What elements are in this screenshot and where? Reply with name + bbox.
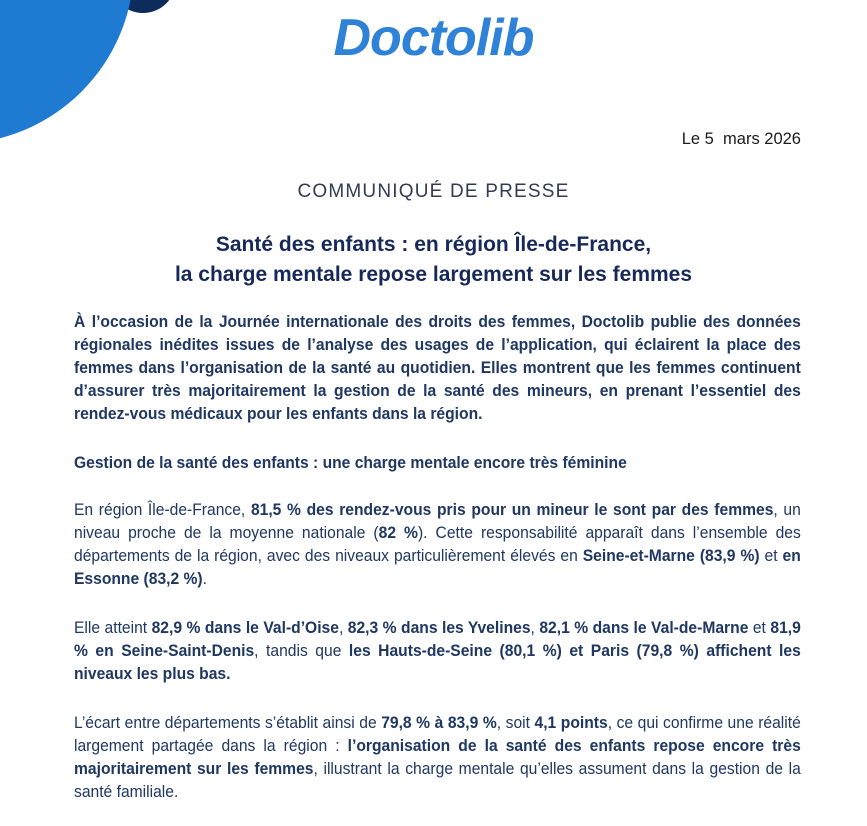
date-line: Le 5 mars 2026	[681, 130, 801, 148]
bold-text-run: 82,1 % dans le Val-de-Marne	[539, 618, 749, 637]
bold-text-run: en Essonne (83,2 %)	[74, 546, 801, 588]
paragraph-region-stats	[74, 498, 801, 590]
paragraph-department-stats	[74, 616, 801, 685]
title-line-2: la charge mentale repose largement sur les femmes	[174, 263, 693, 286]
bold-text-run: les Hauts-de-Seine (80,1 %) et Paris (79,8 %) affichent les niveaux les plus bas.	[74, 641, 801, 683]
paragraph-gap-analysis	[74, 711, 801, 803]
page-title	[0, 230, 867, 290]
bold-text-run: Seine-et-Marne (83,9 %)	[582, 546, 760, 565]
bold-text-run: À l’occasion de la Journée internationale des droits des femmes, Doctolib publie des données régionales inédites issues de l’analyse des usages de l’application, qui éclairent la place des femmes dans l’organisation de la santé au quotidien. Elles montrent que les femmes continuent d’assurer très majoritairement la gestion de la santé des mineurs, en prenant l’essentiel des rendez-vous médicaux pour les enfants dans la région.	[74, 312, 801, 423]
bold-text-run: 81,9 % en Seine-Saint-Denis	[74, 618, 801, 660]
bold-text-run: 79,8 % à 83,9 %	[381, 713, 497, 732]
section-heading: Gestion de la santé des enfants : une charge mentale encore très féminine	[74, 453, 627, 472]
text-run: .	[202, 569, 207, 588]
text-run: ). Cette responsabilité apparaît dans l’ensemble des départements de la région, avec des niveaux particulièrement élevés en	[74, 523, 801, 565]
text-run: , ce qui confirme une réalité largement partagée dans la région :	[74, 713, 801, 755]
doctolib-logo: Doctolib	[333, 9, 534, 67]
text-run: L’écart entre départements s’établit ainsi de	[74, 713, 382, 732]
text-run: , tandis que	[254, 641, 349, 660]
bold-text-run: 81,5 % des rendez-vous pris pour un mineur le sont par des femmes	[250, 500, 774, 519]
text-run: , illustrant la charge mentale qu’elles assument dans la gestion de la santé familiale.	[74, 759, 801, 801]
text-run: , soit	[496, 713, 535, 732]
document-body	[74, 310, 801, 826]
text-run: et	[748, 618, 771, 637]
kicker-communique: COMMUNIQUÉ DE PRESSE	[297, 181, 570, 202]
intro-paragraph	[74, 310, 801, 425]
text-run: et	[759, 546, 783, 565]
bold-text-run: l’organisation de la santé des enfants repose encore très majoritairement sur les femmes	[74, 736, 801, 778]
text-run: ,	[530, 618, 540, 637]
bold-text-run: 82,9 % dans le Val-d’Oise	[151, 618, 339, 637]
text-run: , un niveau proche de la moyenne nationale (	[74, 500, 801, 542]
text-run: En région Île-de-France,	[74, 500, 251, 519]
text-run: Elle atteint	[74, 618, 152, 637]
title-line-1: Santé des enfants : en région Île-de-France,	[215, 233, 652, 256]
bold-text-run: 4,1 points	[534, 713, 608, 732]
text-run: ,	[338, 618, 348, 637]
bold-text-run: 82 %	[378, 523, 418, 542]
bold-text-run: 82,3 % dans les Yvelines	[347, 618, 531, 637]
